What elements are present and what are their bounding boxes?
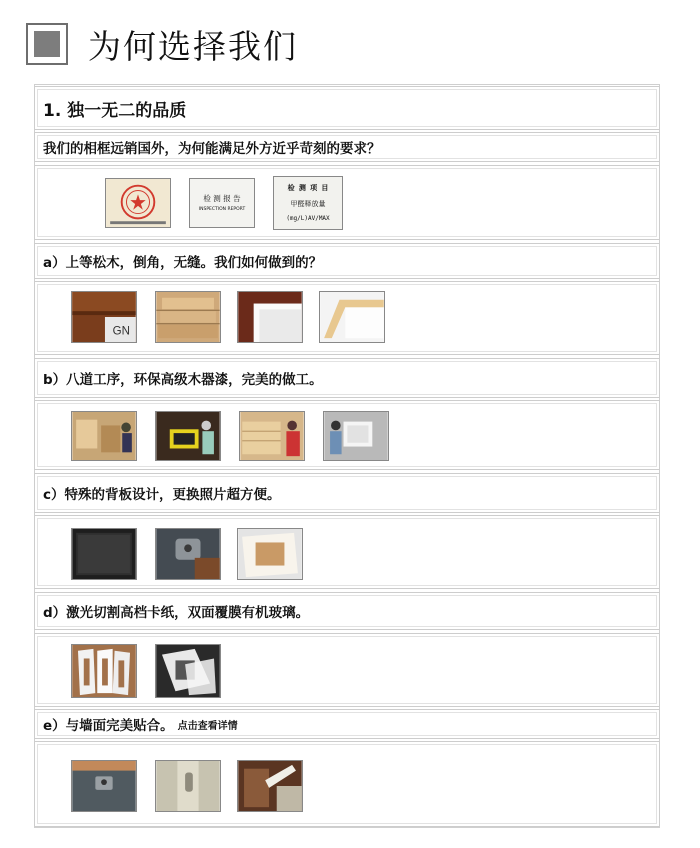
report-sub-text: INSPECTION REPORT bbox=[198, 207, 246, 212]
item-b-label: b）八道工序，环保高级木器漆，完美的做工。 bbox=[43, 372, 323, 388]
item-b-row bbox=[34, 358, 660, 398]
item-c-image-row bbox=[34, 515, 660, 589]
item-title-text: 检 测 项 目 bbox=[287, 184, 329, 192]
item-c-label: c）特殊的背板设计，更换照片超方便。 bbox=[43, 487, 281, 503]
item-e-label-group bbox=[43, 710, 238, 738]
stacked-wood-photo bbox=[155, 291, 221, 343]
certificate-stamp-image bbox=[105, 178, 171, 228]
item-line-text: 甲醛释放量 bbox=[290, 200, 326, 208]
item-a-image-row bbox=[34, 281, 660, 355]
page-header bbox=[26, 20, 298, 68]
inspection-report-image bbox=[189, 178, 255, 228]
section-title: 1. 独一无二的品质 bbox=[43, 100, 187, 121]
acrylic-glass-photo bbox=[155, 644, 221, 698]
inspection-item-image bbox=[273, 176, 343, 230]
item-c-row bbox=[34, 473, 660, 513]
workshop-photo-3 bbox=[239, 411, 305, 461]
item-a-label: a）上等松木，倒角，无缝。我们如何做到的？ bbox=[43, 255, 323, 271]
photo-mat-photo bbox=[237, 528, 303, 580]
item-a-row bbox=[34, 243, 660, 279]
item-e-row bbox=[34, 709, 660, 739]
backboard-photo bbox=[71, 528, 137, 580]
question-text: 我们的相框远销国外，为何能满足外方近乎苛刻的要求？ bbox=[43, 141, 381, 157]
seamless-frame-photo bbox=[319, 291, 385, 343]
item-b-image-row bbox=[34, 400, 660, 470]
backboard-clip-photo bbox=[155, 528, 221, 580]
laser-cut-mat-photo bbox=[71, 644, 137, 698]
workshop-photo-1 bbox=[71, 411, 137, 461]
workshop-photo-4 bbox=[323, 411, 389, 461]
section-title-row bbox=[34, 86, 660, 130]
chamfer-corner-photo bbox=[237, 291, 303, 343]
brand-fragment-text: GN bbox=[112, 325, 130, 338]
item-unit-text: (mg/L)AV/MAX bbox=[286, 215, 330, 222]
page-title: 为何选择我们 bbox=[88, 26, 298, 66]
header-square-icon bbox=[26, 23, 68, 65]
wall-mount-photo bbox=[155, 760, 221, 812]
item-d-label: d）激光切割高档卡纸，双面覆膜有机玻璃。 bbox=[43, 605, 310, 621]
workshop-photo-2 bbox=[155, 411, 221, 461]
item-d-row bbox=[34, 592, 660, 630]
wall-hook-photo bbox=[71, 760, 137, 812]
report-title-text: 检 测 报 告 bbox=[203, 194, 241, 203]
view-details-link[interactable]: 点击查看详情 bbox=[177, 720, 238, 732]
item-e-image-row bbox=[34, 741, 660, 827]
item-d-image-row bbox=[34, 633, 660, 707]
pine-wood-photo bbox=[71, 291, 137, 343]
item-e-label: e）与墙面完美贴合。 bbox=[43, 718, 174, 734]
certificate-image-row bbox=[34, 165, 660, 240]
wall-fit-corner-photo bbox=[237, 760, 303, 812]
question-row bbox=[34, 132, 660, 162]
